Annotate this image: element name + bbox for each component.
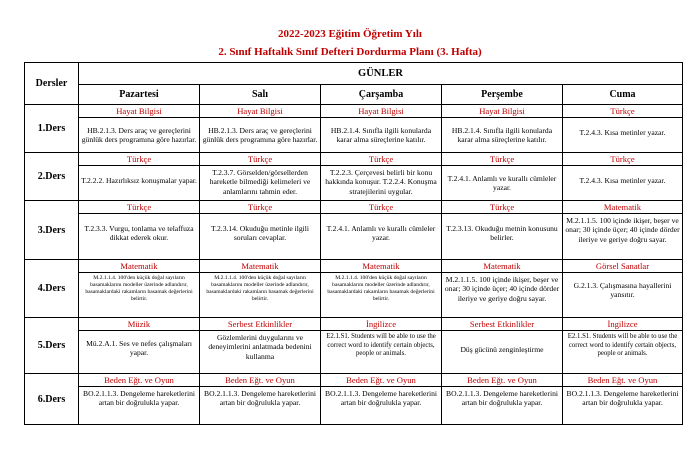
subject-name: Türkçe [563,105,682,118]
subject-name: Beden Eğt. ve Oyun [321,374,441,387]
lesson-label: 1.Ders [25,105,79,153]
subject-name: Beden Eğt. ve Oyun [442,374,562,387]
lesson-cell [321,153,442,201]
subject-name: İngilizce [321,318,441,331]
outcome-text: T.2.4.3. Kısa metinler yazar. [579,176,666,185]
lesson-cell [563,153,683,201]
table-row [25,105,683,153]
outcome-text: T.2.3.7. Görselden/görsellerden hareketle bilmediği kelimeleri ve anlamlarını tahmin eder. [209,168,311,196]
lesson-cell [200,318,321,374]
lesson-cell [200,260,321,318]
outcome-text: BO.2.1.1.3. Dengeleme hareketlerini artan bir doğrulukla yapar. [204,389,316,408]
subject-name: Hayat Bilgisi [200,105,320,118]
lesson-label: 6.Ders [25,374,79,425]
outcome-text: HB.2.1.3. Ders araç ve gereçlerini günlük ders programına göre hazırlar. [81,126,197,145]
outcome-text: T.2.3.13. Okuduğu metnin konusunu belirler. [446,224,558,243]
lesson-cell [321,374,442,425]
outcome-text: E2.1.S1. Students will be able to use the correct word to identify certain objects, people or animals. [567,333,678,358]
outcome-text: M.2.1.1.5. 100 içinde ikişer, beşer ve onar; 30 içinde üçer; 40 içinde dörder ileriye ve geriye doğru sayar. [565,216,680,244]
subject-name: Matematik [321,260,441,273]
subject-name: Türkçe [563,153,682,166]
outcome-text: Mü.2.A.1. Ses ve nefes çalışmaları yapar. [86,339,192,358]
lesson-cell [79,105,200,153]
outcome-text: M.2.1.1.4. 100'den küçük doğal sayıların basamaklarını modeller üzerinde adlandırır, basamaklardaki rakamların basamak değerlerini belirtir. [327,275,435,302]
day-header-pazartesi: Pazartesi [79,85,200,105]
lesson-cell [79,153,200,201]
table-row [25,153,683,201]
lesson-cell [200,153,321,201]
subject-name: Beden Eğt. ve Oyun [563,374,682,387]
lesson-label: 2.Ders [25,153,79,201]
lesson-cell [200,201,321,260]
subject-name: Matematik [563,201,682,214]
lesson-cell [442,260,563,318]
document-subtitle: 2. Sınıf Haftalık Sınıf Defteri Dordurma Planı (3. Hafta) [218,46,482,58]
subject-name: İngilizce [563,318,682,331]
subject-name: Türkçe [79,201,199,214]
subject-name: Serbest Etkinlikler [200,318,320,331]
subject-name: Türkçe [200,201,320,214]
lesson-cell [79,318,200,374]
outcome-text: HB.2.1.4. Sınıfla ilgili konularda karar alma süreçlerine katılır. [330,126,432,145]
lesson-cell [321,260,442,318]
outcome-text: T.2.4.3. Kısa metinler yazar. [579,128,666,137]
subject-name: Türkçe [442,153,562,166]
subject-name: Hayat Bilgisi [321,105,441,118]
lesson-label: 5.Ders [25,318,79,374]
outcome-text: T.2.3.3. Vurgu, tonlama ve telaffuza dikkat ederek okur. [84,224,194,243]
outcome-text: M.2.1.1.4. 100'den küçük doğal sayıların basamaklarını modeller üzerinde adlandırır, basamaklardaki rakamların basamak değerlerini belirtir. [85,275,193,302]
lesson-cell [321,318,442,374]
lesson-cell [200,374,321,425]
dersler-header: Dersler [25,63,79,105]
lesson-cell [200,105,321,153]
lesson-cell [321,105,442,153]
outcome-text: Düş gücünü zenginleştirme [460,345,544,354]
outcome-text: T.2.2.3. Çerçevesi belirli bir konu hakkında konuşur. T.2.2.4. Konuşma stratejilerini uygular. [325,168,437,196]
document-title: 2022-2023 Eğitim Öğretim Yılı [278,28,422,40]
subject-name: Türkçe [200,153,320,166]
outcome-text: G.2.1.3. Çalışmasına hayallerini yansıtır. [573,281,672,300]
outcome-text: BO.2.1.1.3. Dengeleme hareketlerini artan bir doğrulukla yapar. [325,389,437,408]
outcome-text: BO.2.1.1.3. Dengeleme hareketlerini artan bir doğrulukla yapar. [566,389,679,408]
lesson-cell [442,201,563,260]
subject-name: Türkçe [79,153,199,166]
lesson-cell [563,105,683,153]
outcome-text: M.2.1.1.5. 100 içinde ikişer, beşer ve onar; 30 içinde üçer; 40 içinde dörder ileriye ve geriye doğru sayar. [444,275,560,303]
day-header-sali: Salı [200,85,321,105]
subject-name: Müzik [79,318,199,331]
table-row [25,374,683,425]
outcome-text: E2.1.S1. Students will be able to use the correct word to identify certain objects, people or animals. [326,333,436,358]
outcome-text: Gözlemlerini duygularını ve deneyimlerini anlatmada bedenini kullanma [208,333,312,361]
lesson-cell [563,260,683,318]
subject-name: Türkçe [442,201,562,214]
outcome-text: M.2.1.1.4. 100'den küçük doğal sayıların basamaklarını modeller üzerinde adlandırır, basamaklardaki rakamların basamak değerlerini belirtir. [206,275,314,302]
lesson-cell [79,374,200,425]
subject-name: Görsel Sanatlar [563,260,682,273]
table-row [25,201,683,260]
lesson-cell [442,374,563,425]
outcome-text: T.2.2.2. Hazırlıksız konuşmalar yapar. [81,176,197,185]
subject-name: Hayat Bilgisi [442,105,562,118]
table-row [25,260,683,318]
day-header-carsamba: Çarşamba [321,85,442,105]
subject-name: Beden Eğt. ve Oyun [200,374,320,387]
outcome-text: T.2.4.1. Anlamlı ve kurallı cümleler yazar. [447,174,557,193]
gunler-header: GÜNLER [79,63,683,85]
lesson-cell [563,318,683,374]
outcome-text: HB.2.1.4. Sınıfla ilgili konularda karar alma süreçlerine katılır. [451,126,553,145]
outcome-text: BO.2.1.1.3. Dengeleme hareketlerini artan bir doğrulukla yapar. [83,389,195,408]
subject-name: Matematik [442,260,562,273]
subject-name: Türkçe [321,201,441,214]
lesson-cell [442,318,563,374]
subject-name: Matematik [200,260,320,273]
schedule-table [24,62,683,425]
lesson-cell [79,260,200,318]
outcome-text: HB.2.1.3. Ders araç ve gereçlerini günlük ders programına göre hazırlar. [202,126,318,145]
day-header-persembe: Perşembe [442,85,563,105]
table-row [25,318,683,374]
lesson-cell [442,105,563,153]
lesson-cell [79,201,200,260]
lesson-cell [442,153,563,201]
outcome-text: T.2.4.1. Anlamlı ve kurallı cümleler yazar. [326,224,436,243]
lesson-label: 4.Ders [25,260,79,318]
lesson-cell [563,374,683,425]
lesson-cell [321,201,442,260]
lesson-label: 3.Ders [25,201,79,260]
subject-name: Serbest Etkinlikler [442,318,562,331]
lesson-cell [563,201,683,260]
day-header-cuma: Cuma [563,85,683,105]
subject-name: Beden Eğt. ve Oyun [79,374,199,387]
outcome-text: T.2.3.14. Okuduğu metinle ilgili soruları cevaplar. [211,224,309,243]
subject-name: Hayat Bilgisi [79,105,199,118]
subject-name: Matematik [79,260,199,273]
outcome-text: BO.2.1.1.3. Dengeleme hareketlerini artan bir doğrulukla yapar. [446,389,558,408]
subject-name: Türkçe [321,153,441,166]
